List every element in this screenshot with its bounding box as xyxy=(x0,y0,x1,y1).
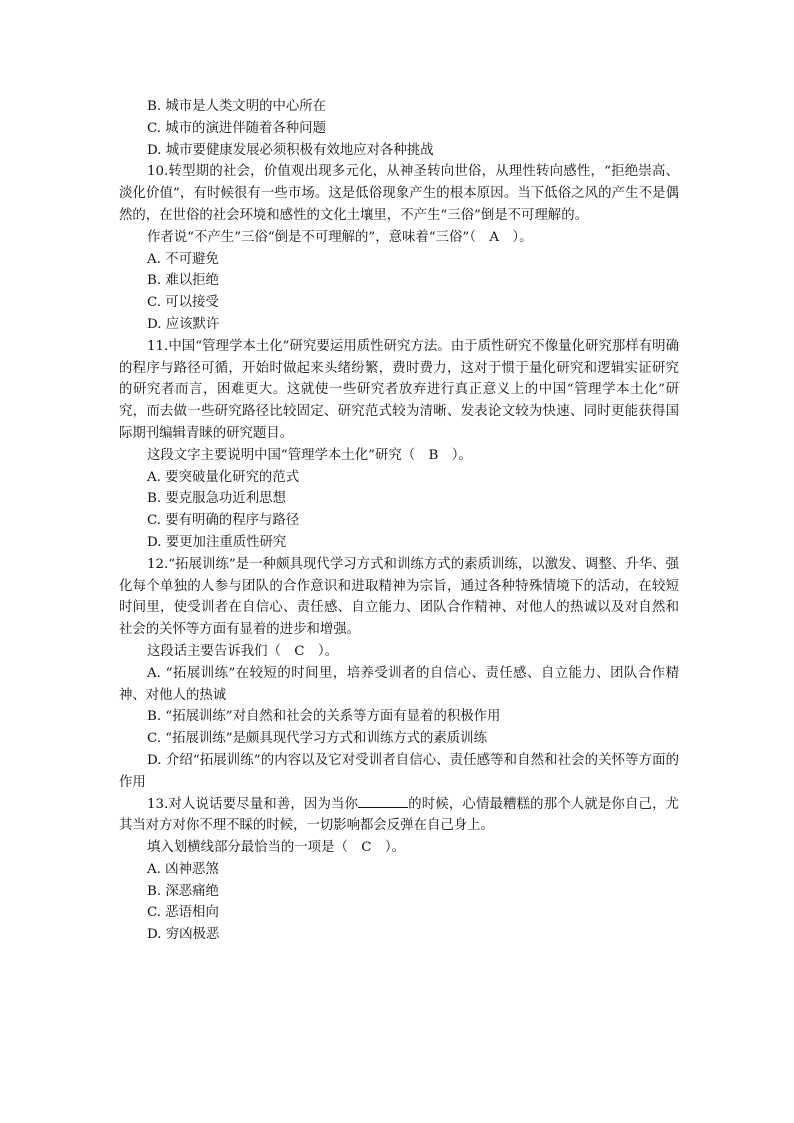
q11-option-d: D. 要更加注重质性研究 xyxy=(147,534,287,550)
q13-option-d: D. 穷凶极恶 xyxy=(147,927,220,943)
q10-question: 作者说“不产生”三俗“倒是不可理解的”，意味着“三俗”（ A ）。 xyxy=(147,229,533,245)
q10-option-a: A. 不可避免 xyxy=(147,251,219,267)
q13-option-c: C. 恶语相向 xyxy=(147,905,219,921)
q12-option-b: B. “拓展训练”对自然和社会的关系等方面有显着的积极作用 xyxy=(147,709,501,725)
q13-option-a: A. 凶神恶煞 xyxy=(147,861,219,877)
q11-option-c: C. 要有明确的程序与路径 xyxy=(147,513,300,529)
q12-option-a: A. “拓展训练”在较短的时间里，培养受训者的自信心、责任感、自立能力、团队合作精神、对他人的热诚 xyxy=(119,665,679,703)
q12-option-d: D. 介绍“拓展训练”的内容以及它对受训者自信心、责任感等和自然和社会的关怀等方面的作用 xyxy=(119,752,679,790)
q13-passage-before: 13.对人说话要尽量和善，因为当你 xyxy=(147,796,359,812)
document-page xyxy=(119,96,679,946)
q13-option-b: B. 深恶痛绝 xyxy=(147,883,219,899)
q10-option-b: B. 难以拒绝 xyxy=(147,273,219,289)
q12-option-c: C. “拓展训练”是颇具现代学习方式和训练方式的素质训练 xyxy=(147,731,487,747)
q12-question: 这段话主要告诉我们（ C ）。 xyxy=(147,643,339,659)
q10-option-d: D. 应该默许 xyxy=(147,316,220,332)
q11-option-a: A. 要突破量化研究的范式 xyxy=(147,469,300,485)
q13-passage xyxy=(119,794,679,838)
fill-in-blank xyxy=(358,795,408,808)
q10-passage: 10.转型期的社会，价值观出现多元化，从神圣转向世俗，从理性转向感性，“拒绝崇高、淡化价值”，有时候很有一些市场。这是低俗现象产生的根本原因。当下低俗之风的产生不是偶然的，在世俗的社会环境和感性的文化土壤里，不产生“三俗”倒是不可理解的。 xyxy=(119,164,679,223)
q11-option-b: B. 要克服急功近利思想 xyxy=(147,491,286,507)
q11-passage: 11.中国“管理学本土化”研究要运用质性研究方法。由于质性研究不像量化研究那样有明确的程序与路径可循，开始时做起来头绪纷繁，费时费力，这对于惯于量化研究和逻辑实证研究的研究者而言，困难更大。这就使一些研究者放弃进行真正意义上的中国“管理学本土化”研究，而去做一些研究路径比较固定、研究范式较为清晰、发表论文较为快速、同时更能获得国际期刊编辑青睐的研究题目。 xyxy=(119,338,679,441)
q11-question: 这段文字主要说明中国“管理学本土化”研究（ B ）。 xyxy=(147,447,472,463)
q12-passage: 12.“拓展训练”是一种颇具现代学习方式和训练方式的素质训练，以激发、调整、升华、强化每个单独的人参与团队的合作意识和进取精神为宗旨，通过各种特殊情境下的活动，在较短时间里，使受训者在自信心、责任感、自立能力、团队合作精神、对他人的热诚以及对自然和社会的关怀等方面有显着的进步和增强。 xyxy=(119,556,679,638)
q10-option-c: C. 可以接受 xyxy=(147,295,219,311)
q9-option-d: D. 城市要健康发展必须积极有效地应对各种挑战 xyxy=(147,142,434,158)
q9-options xyxy=(119,96,679,161)
q9-option-c: C. 城市的演进伴随着各种问题 xyxy=(147,120,326,136)
q13-passage-after: 的时候，心情最糟糕的那个人就是你自己，尤其当对方对你不理不睬的时候，一切影响都会反弹在自己身上。 xyxy=(119,796,680,834)
q9-option-b: B. 城市是人类文明的中心所在 xyxy=(147,99,327,114)
q13-question: 填入划横线部分最恰当的一项是（ C ）。 xyxy=(147,840,405,856)
